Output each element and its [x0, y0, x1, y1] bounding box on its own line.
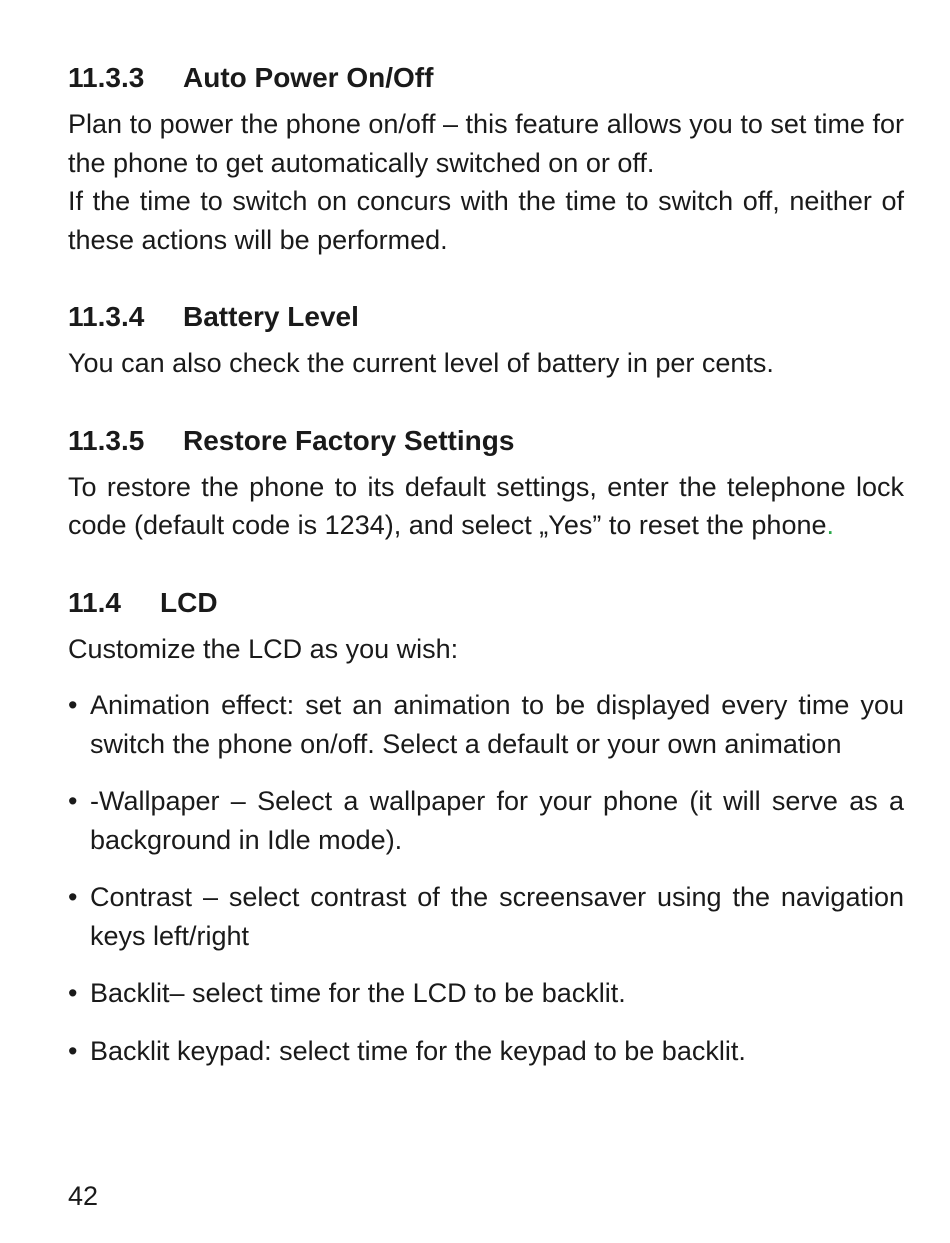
list-item [68, 1032, 904, 1071]
list-item-text: Contrast – select contrast of the screensaver using the navigation keys left/right [90, 882, 904, 951]
list-item-text: -Wallpaper – Select a wallpaper for your phone (it will serve as a background in Idle mode). [90, 786, 904, 855]
list-item [68, 686, 904, 763]
paragraph: If the time to switch on concurs with the time to switch off, neither of these actions will be performed. [68, 186, 904, 255]
list-item-text: Backlit– select time for the LCD to be backlit. [90, 978, 626, 1008]
section-auto-power [68, 58, 904, 259]
list-item-text: Animation effect: set an animation to be displayed every time you switch the phone on/off. Select a default or your own animation [90, 690, 904, 759]
paragraph: Customize the LCD as you wish: [68, 633, 459, 664]
section-title: Restore Factory Settings [183, 424, 515, 456]
paragraph: You can also check the current level of battery in per cents. [68, 348, 774, 378]
section-heading [68, 583, 904, 623]
section-heading [68, 421, 904, 461]
section-restore-factory [68, 421, 904, 545]
section-number: 11.3.4 [68, 301, 145, 332]
section-title: LCD [160, 586, 218, 618]
section-heading [68, 58, 904, 98]
section-number: 11.3.5 [68, 424, 145, 456]
bullet-icon: • [68, 882, 78, 912]
document-page [68, 58, 904, 1089]
paragraph [68, 468, 904, 545]
paragraph: Plan to power the phone on/off – this feature allows you to set time for the phone to get automatically switched on or off. [68, 109, 904, 178]
section-title: Auto Power On/Off [183, 62, 434, 93]
list-item [68, 782, 904, 859]
section-number: 11.3.3 [68, 62, 145, 93]
section-title: Battery Level [183, 301, 359, 332]
list-item-text: Backlit keypad: select time for the keypad to be backlit. [90, 1035, 746, 1066]
bullet-icon: • [68, 786, 78, 816]
section-battery-level [68, 297, 904, 383]
page-number: 42 [68, 1181, 99, 1211]
bullet-icon: • [68, 690, 78, 720]
section-heading [68, 297, 904, 337]
paragraph-text: To restore the phone to its default settings, enter the telephone lock code (default code is 1234), and select „Yes” to reset the phone [68, 471, 904, 540]
section-number: 11.4 [68, 586, 121, 618]
bullet-icon: • [68, 978, 78, 1008]
section-lcd [68, 583, 904, 1071]
list-item [68, 974, 904, 1013]
bullet-icon: • [68, 1035, 78, 1066]
bullet-list [68, 686, 904, 1070]
trailing-dot: . [826, 510, 835, 540]
list-item [68, 878, 904, 955]
